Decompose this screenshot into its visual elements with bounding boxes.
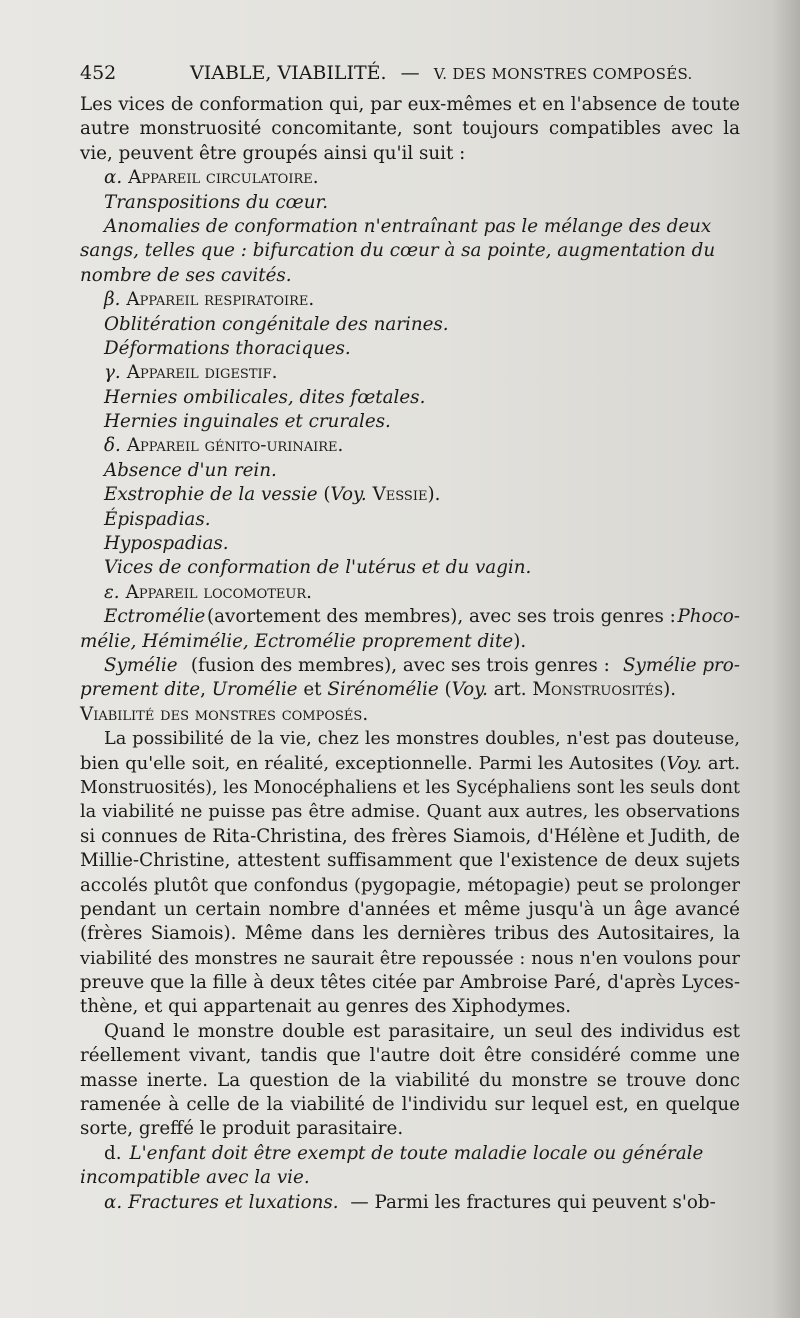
text: ). [427, 484, 441, 506]
text: la viabilité ne puisse pas être admise. Quant aux autres, les observations [80, 802, 740, 823]
alpha-item-2: Anomalies de conformation n'entraînant pas le mélange des deux [104, 215, 712, 237]
greek-letter: γ. [104, 362, 121, 384]
text: ). [513, 630, 527, 652]
text: ). [663, 679, 677, 701]
intro-line-2 [80, 117, 740, 141]
d-section-line-1 [80, 1142, 740, 1166]
text [80, 752, 740, 776]
text: masse inerte. La question de la viabilité du monstre se trouve donc [80, 1069, 740, 1091]
text: Les vices de conformation qui, par eux-mêmes et en l'absence de toute [80, 94, 740, 115]
text: si connues de Rita-Christina, des frères Siamois, d'Hélène et Judith, de [80, 825, 740, 847]
viab-p2-line-5 [80, 1117, 740, 1141]
text: Phoco- [677, 606, 740, 628]
text: thène, et qui appartenait au genres des Xiphodymes. [80, 996, 572, 1018]
heading-text: Appareil circulatoire. [128, 167, 319, 189]
d-section-line-2: incompatible avec la vie. [80, 1167, 310, 1189]
text: Fractures et luxations. [128, 1191, 339, 1213]
text: sorte, greffé le produit parasitaire. [80, 1118, 404, 1140]
text: preuve que la fille à deux têtes citée par Ambroise Paré, d'après Lyces- [80, 972, 741, 994]
symelie-line-2 [80, 678, 740, 702]
beta-item-1: Oblitération congénitale des narines. [104, 313, 449, 335]
text: autre monstruosité concomitante, sont toujours compatibles avec la [80, 118, 740, 140]
section-heading-gamma [80, 361, 740, 385]
running-title-main: VIABLE, VIABILITÉ. [190, 62, 387, 84]
section-heading-alpha [80, 166, 740, 190]
viab-p1-line-10 [80, 947, 740, 971]
viab-p1-line-8 [80, 898, 740, 922]
text: Ectromélie [104, 606, 206, 628]
page-gutter-shadow [772, 0, 800, 1318]
viab-p1-line-11 [80, 971, 740, 995]
delta-item-4: Hypospadias. [104, 533, 229, 555]
delta-item-3: Épispadias. [104, 508, 211, 530]
viab-p2-line-1 [80, 1020, 740, 1044]
text: (fusion des membres), avec ses trois genres : [190, 654, 610, 676]
text: Symélie [104, 654, 178, 676]
viab-p1-line-1 [80, 727, 740, 751]
text: ( [444, 679, 452, 701]
viab-p1-line-5 [80, 825, 740, 849]
section-heading-delta [80, 434, 740, 458]
heading-text: Appareil locomoteur. [125, 581, 312, 603]
greek-letter: ε. [104, 581, 120, 603]
heading-text: Appareil génito-urinaire. [126, 435, 344, 457]
section-letter: d. [104, 1142, 122, 1164]
text: L'enfant doit être exempt de toute maladie locale ou générale [129, 1142, 704, 1164]
intro-line-1 [80, 93, 740, 117]
text: Millie-Christine, attestent suffisamment que l'existence de deux sujets [80, 850, 740, 872]
page-number: 452 [80, 62, 117, 84]
text: vie, peuvent être groupés ainsi qu'il suit : [80, 142, 466, 164]
text: prement dite [80, 679, 201, 701]
section-heading-beta [80, 288, 740, 312]
text: Monstruosités), les Monocéphaliens et les Sycéphaliens sont les seuls dont [80, 777, 740, 798]
viab-p1-line-9 [80, 922, 740, 946]
ectromelie-line-1 [80, 605, 740, 629]
text: accolés plutôt que confondus (pygopagie, métopagie) peut se prolonger [80, 874, 740, 896]
viab-p1-line-7 [80, 874, 740, 898]
cross-reference: Vessie [372, 484, 428, 506]
text: ( [323, 484, 331, 506]
heading-text: Appareil digestif. [126, 362, 278, 384]
text: bien qu'elle soit, en réalité, exceptionnelle. Parmi les Autosites ( [80, 752, 667, 774]
viab-p1-line-6 [80, 849, 740, 873]
alpha-item-2-cont: sangs, telles que : bifurcation du cœur à sa pointe, augmentation du [80, 240, 716, 262]
page-body [80, 93, 740, 1215]
text: , [200, 679, 206, 701]
text: réellement vivant, tandis que l'autre doit être considéré comme une [80, 1045, 740, 1067]
section-heading-epsilon [80, 581, 740, 605]
text: — Parmi les fractures qui peuvent s'ob- [350, 1191, 716, 1213]
text: Voy. [451, 679, 488, 701]
text: La possibilité de la vie, chez les monstres doubles, n'est pas douteuse, [104, 729, 740, 750]
greek-letter: β. [104, 289, 121, 311]
viab-p1-line-4 [80, 800, 740, 824]
alpha-item-1: Transpositions du cœur. [104, 191, 329, 213]
symelie-line-1 [80, 654, 740, 678]
viab-p1-line-12 [80, 995, 740, 1019]
greek-letter: α. [104, 167, 123, 189]
intro-line-3 [80, 142, 740, 166]
text: Symélie pro- [623, 654, 740, 676]
running-title [190, 60, 693, 87]
text: Voy. [330, 484, 367, 506]
text: (frères Siamois). Même dans les dernières tribus des Autositaires, la [80, 923, 740, 945]
alpha-item-2-cont-2: nombre de ses cavités. [80, 264, 292, 286]
viab-p2-line-2 [80, 1044, 740, 1068]
cross-reference: Monstruosités [532, 679, 664, 701]
viab-p1-line-2 [80, 752, 740, 776]
delta-item-5: Vices de conformation de l'utérus et du vagin. [104, 557, 532, 579]
running-title-dash: — [400, 62, 420, 84]
text: Exstrophie de la vessie [104, 484, 318, 506]
text: pendant un certain nombre d'années et même jusqu'à un âge avancé [80, 898, 740, 920]
text: viabilité des monstres ne saurait être repoussée : nous n'en voulons pour [80, 948, 740, 969]
text: art. [493, 679, 527, 701]
text: ramenée à celle de la viabilité de l'individu sur lequel est, en quelque [80, 1094, 740, 1116]
heading-text: Appareil respiratoire. [126, 289, 315, 311]
gamma-item-1: Hernies ombilicales, dites fœtales. [104, 386, 426, 408]
text: Quand le monstre double est parasitaire, un seul des individus est [104, 1020, 740, 1042]
viab-p2-line-3 [80, 1069, 740, 1093]
text: Sirénomélie [327, 679, 439, 701]
gamma-item-2: Hernies inguinales et crurales. [104, 411, 391, 433]
text: (avortement des membres), avec ses trois genres : [207, 606, 676, 628]
delta-item-1: Absence d'un rein. [104, 459, 277, 481]
text: mélie, Hémimélie, Ectromélie proprement dite [80, 630, 514, 652]
text: et [303, 679, 322, 701]
text: Uromélie [211, 679, 298, 701]
greek-letter: α. [104, 1191, 123, 1213]
ectromelie-line-2 [80, 630, 740, 654]
greek-letter: δ. [104, 435, 121, 457]
running-header [80, 60, 760, 86]
delta-item-2 [80, 483, 740, 507]
text: art. [707, 752, 741, 774]
beta-item-2: Déformations thoraciques. [104, 337, 351, 359]
text: Voy. [666, 752, 702, 774]
viab-p1-line-3 [80, 776, 740, 800]
fractures-line [80, 1191, 740, 1215]
viab-p2-line-4 [80, 1093, 740, 1117]
section-heading-viabilite: Viabilité des monstres composés. [80, 703, 369, 725]
running-title-section: V. DES MONSTRES COMPOSÉS. [433, 65, 693, 83]
